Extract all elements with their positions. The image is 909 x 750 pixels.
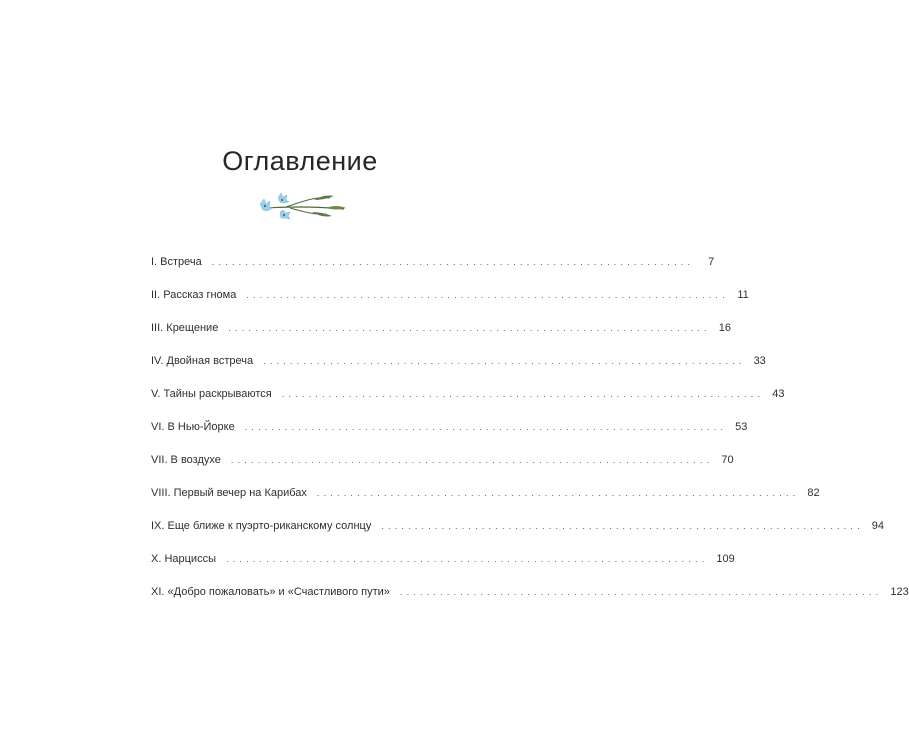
toc-entry-title: III. Крещение xyxy=(151,322,219,334)
toc-entry-page: 43 xyxy=(772,388,785,400)
page-title: Оглавление xyxy=(222,146,378,176)
toc-entry-page: 53 xyxy=(735,421,748,433)
toc-entry-page: 7 xyxy=(708,256,715,268)
toc-entry-page: 11 xyxy=(737,289,749,301)
toc-entry-title: VII. В воздухе xyxy=(151,454,221,466)
toc-entry-title: II. Рассказ гнома xyxy=(151,289,237,301)
toc-entry-page: 70 xyxy=(721,454,734,466)
toc-leader-dots: ........................................................................ xyxy=(316,488,800,498)
toc-entry[interactable] xyxy=(151,368,785,401)
toc-entry[interactable] xyxy=(151,566,909,599)
toc-leader-dots: ........................................................................ xyxy=(281,389,765,399)
toc-leader-dots: ........................................................................ xyxy=(211,257,695,267)
toc-entry[interactable] xyxy=(151,236,715,269)
toc-leader-dots: ........................................................................ xyxy=(225,554,709,564)
toc-entry-title: IX. Еще ближе к пуэрто-риканскому солнцу xyxy=(151,520,372,532)
toc-entry[interactable] xyxy=(151,500,885,533)
toc-entry-title: IV. Двойная встреча xyxy=(151,355,254,367)
toc-entry-title: VI. В Нью-Йорке xyxy=(151,421,235,433)
toc-entry-page: 94 xyxy=(871,520,885,532)
toc-entry-title: XI. «Добро пожаловать» и «Счастливого пути» xyxy=(151,586,390,598)
toc-leader-dots: ........................................................................ xyxy=(246,290,729,300)
toc-entry-title: I. Встреча xyxy=(151,256,202,268)
toc-entry-page: 16 xyxy=(718,322,731,334)
toc-entry[interactable] xyxy=(151,467,820,500)
toc-leader-dots: ........................................................................ xyxy=(244,422,728,432)
toc-entry-title: VIII. Первый вечер на Карибах xyxy=(151,487,307,499)
toc-entry-page: 109 xyxy=(716,553,735,565)
toc-entry[interactable] xyxy=(151,302,731,335)
toc-entry-title: V. Тайны раскрываются xyxy=(151,388,272,400)
toc-entry[interactable] xyxy=(151,269,749,302)
table-of-contents xyxy=(151,236,909,599)
toc-entry[interactable] xyxy=(151,533,735,566)
toc-leader-dots: ........................................................................ xyxy=(263,356,746,366)
toc-entry[interactable] xyxy=(151,401,748,434)
toc-entry[interactable] xyxy=(151,434,734,467)
toc-entry-page: 123 xyxy=(890,586,909,598)
toc-entry-title: X. Нарциссы xyxy=(151,553,216,565)
toc-entry-page: 82 xyxy=(807,487,820,499)
cornflower-sprig-icon xyxy=(256,188,348,222)
toc-leader-dots: ........................................................................ xyxy=(230,455,714,465)
toc-leader-dots: ........................................................................ xyxy=(381,521,864,531)
toc-leader-dots: ........................................................................ xyxy=(228,323,711,333)
toc-entry[interactable] xyxy=(151,335,766,368)
toc-leader-dots: ........................................................................ xyxy=(399,587,883,597)
toc-entry-page: 33 xyxy=(753,355,766,367)
